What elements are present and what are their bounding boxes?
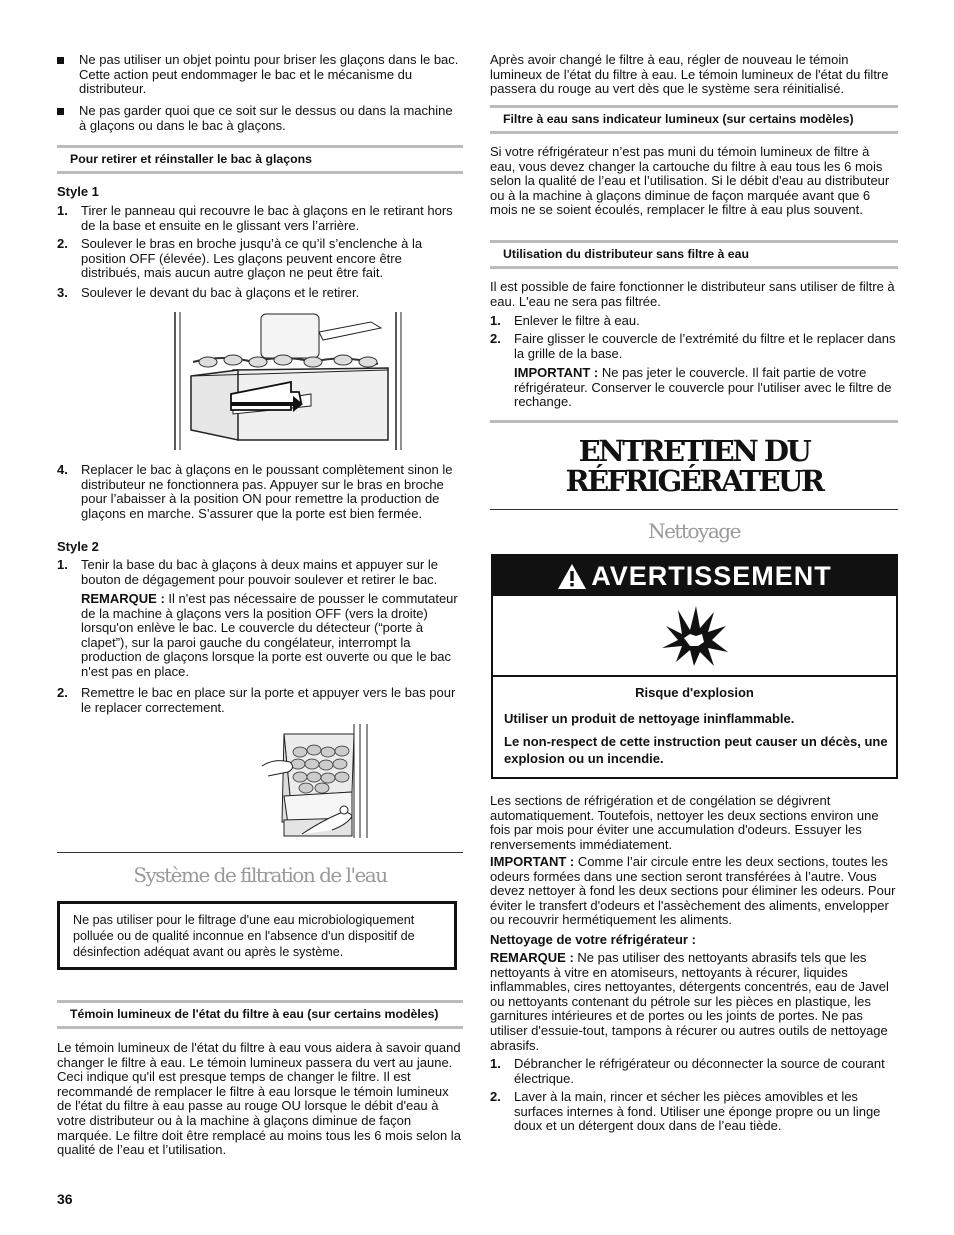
main-title-line2: RÉFRIGÉRATEUR: [565, 464, 823, 498]
remarque-paragraph: REMARQUE : Ne pas utiliser des nettoyants abrasifs tels que les nettoyants à vitre en atomiseurs, nettoyants à récurer, liquides inflammables, cires nettoyantes, détergents concentrés, eau de Javel ou nettoyants contenant du pétrole sur les pièces en plastique, les garnitures intérieures et de portes ou les joints de portes. Ne pas utiliser d'essuie-tout, tampons à récurer ou autres outils de nettoyage abrasifs.: [490, 950, 889, 1053]
warning-line2: Le non-respect de cette instruction peut causer un décès, une explosion ou un incendie.: [504, 734, 888, 766]
ice-bin-hands-illustration: [202, 722, 377, 840]
step-item: 1. Tirer le panneau qui recouvre le bac à glaçons en le retirant hors de la base et ensuite en le glissant vers l’arrière.: [57, 203, 453, 233]
filtration-title: Système de filtration de l'eau: [133, 863, 387, 887]
section-divider: [57, 852, 463, 853]
intro-paragraph: Après avoir changé le filtre à eau, régler de nouveau le témoin lumineux de l’état du filtre à eau. Le témoin lumineux de l'état du filtre passera du rouge au vert dès que le système sera réinitialisé.: [490, 52, 889, 97]
section-heading: Utilisation du distributeur sans filtre à eau: [490, 240, 898, 269]
cleaning-heading: Nettoyage de votre réfrigérateur :: [490, 932, 696, 947]
step-item: 1. Enlever le filtre à eau.: [490, 313, 640, 328]
step-item: 3. Soulever le devant du bac à glaçons et le retirer.: [57, 285, 360, 300]
step-item: 2. Faire glisser le couvercle de l’extrémité du filtre et le replacer dans la grille de la base.: [490, 331, 896, 361]
ice-bin-removal-illustration: [163, 310, 413, 452]
step-item: 2. Remettre le bac en place sur la porte et appuyer vers le bas pour le replacer correctement.: [57, 685, 456, 715]
section-divider: [490, 509, 898, 510]
bullet-square-icon: [57, 108, 64, 115]
explosion-icon: [660, 604, 730, 668]
step-item: 4. Replacer le bac à glaçons en le poussant complètement sinon le distributeur ne fonctionnera pas. Appuyer sur le bras en broche pour l’abaisser à la position ON pour remettre la production de glaçons en marche. S’assurer que la porte est bien fermée.: [57, 462, 453, 521]
section-heading: Pour retirer et réinstaller le bac à glaçons: [57, 145, 463, 174]
style1-label: Style 1: [57, 184, 99, 199]
step-item: 2. Laver à la main, rincer et sécher les pièces amovibles et les surfaces internes à fond. Utiliser une éponge propre ou un linge doux et un détergent doux dans de l’eau tiède.: [490, 1089, 881, 1134]
page-number: 36: [57, 1191, 73, 1207]
list-item: Ne pas utiliser un objet pointu pour briser les glaçons dans le bac. Cette action peut endommager le bac et le mécanisme du distributeur.: [57, 53, 463, 97]
bullet-square-icon: [57, 57, 64, 64]
warning-content: [493, 677, 896, 767]
sections-paragraph: Les sections de réfrigération et de congélation se dégivrent automatiquement. Toutefois, nettoyer les deux sections environ une fois par mois pour éviter une accumulation d'odeurs. Essuyer les renversements immédiatement.: [490, 793, 879, 852]
style2-label: Style 2: [57, 539, 99, 554]
warning-box: [491, 554, 898, 779]
warning-line1: Utiliser un produit de nettoyage ininflammable.: [504, 710, 795, 726]
filtration-notice-box: Ne pas utiliser pour le filtrage d'une eau microbiologiquement polluée ou de qualité inconnue en l'absence d'un dispositif de désinfection adéquat avant ou après le système.: [57, 901, 457, 970]
indicator-paragraph: Le témoin lumineux de l'état du filtre à eau vous aidera à savoir quand changer le filtre à eau. Le témoin lumineux passera du vert au jaune. Ceci indique qu'il est presque temps de changer le filtre. Il est recommandé de remplacer le filtre à eau lorsque le témoin lumineux de l'état du filtre à eau passe au rouge OU lorsque le débit d'eau à votre distributeur ou à la machine à glaçons diminue de façon marquée. Le filtre doit être remplacé au moins tous les 6 mois selon la qualité de l’eau et l’utilisation.: [57, 1040, 461, 1158]
warning-triangle-icon: [557, 563, 587, 590]
main-title-line1: ENTRETIEN DU: [578, 434, 810, 468]
important2-paragraph: IMPORTANT : Comme l’air circule entre les deux sections, toutes les odeurs formées dans une section seront transférées à l’autre. Vous devez nettoyer à fond les deux sections pour éliminer les odeurs. Pour éviter le transfert d'odeurs et l'assèchement des aliments, envelopper ou recouvrir hermétiquement les aliments.: [490, 854, 896, 928]
main-title: [490, 436, 898, 496]
section-divider: [490, 420, 898, 423]
warning-header: [493, 556, 896, 596]
step-item: 2. Soulever le bras en broche jusqu’à ce qu’il s’enclenche à la position OFF (élevée). Les glaçons peuvent encore être distribués, mais aucun autre glaçon ne peut être fait.: [57, 236, 423, 281]
no-filter-paragraph: Il est possible de faire fonctionner le distributeur sans utiliser de filtre à eau. L'eau ne sera pas filtrée.: [490, 279, 895, 309]
step-item: 1. Débrancher le réfrigérateur ou déconnecter la source de courant électrique.: [490, 1056, 885, 1086]
list-item: Ne pas garder quoi que ce soit sur le dessus ou dans la machine à glaçons ou dans le bac à glaçons.: [57, 104, 463, 133]
section-heading: Témoin lumineux de l'état du filtre à eau (sur certains modèles): [57, 1000, 463, 1029]
warning-title: AVERTISSEMENT: [591, 560, 832, 591]
step-item: 1. Tenir la base du bac à glaçons à deux mains et appuyer sur le bouton de dégagement pour pouvoir soulever et retirer le bac.: [57, 557, 438, 587]
warning-risk: Risque d'explosion: [635, 685, 754, 700]
important-paragraph: IMPORTANT : Ne pas jeter le couvercle. Il fait partie de votre réfrigérateur. Conserver le couvercle pour l'utiliser avec le filtre de rechange.: [514, 365, 892, 410]
section-heading: Filtre à eau sans indicateur lumineux (sur certains modèles): [490, 105, 898, 134]
nettoyage-title: Nettoyage: [648, 519, 740, 543]
note-paragraph: REMARQUE : Il n'est pas nécessaire de pousser le commutateur de la machine à glaçons vers la position OFF (vers la droite) lorsqu'on enlève le bac. Le couvercle du détecteur (“porte à clapet”), sur la paroi gauche du congélateur, interrompt la production de glaçons lorsque la porte est ouverte ou que le bac n'est pas en place.: [81, 591, 458, 679]
warning-symbol-area: [493, 596, 896, 677]
no-indicator-paragraph: Si votre réfrigérateur n’est pas muni du témoin lumineux de filtre à eau, vous devez changer la cartouche du filtre à eau tous les 6 mois selon la qualité de l’eau et l’utilisation. Si le débit d'eau au distributeur ou à la machine à glaçons diminue de façon marquée avant que 6 mois ne se soient écoulés, remplacer le filtre à eau plus souvent.: [490, 144, 890, 218]
